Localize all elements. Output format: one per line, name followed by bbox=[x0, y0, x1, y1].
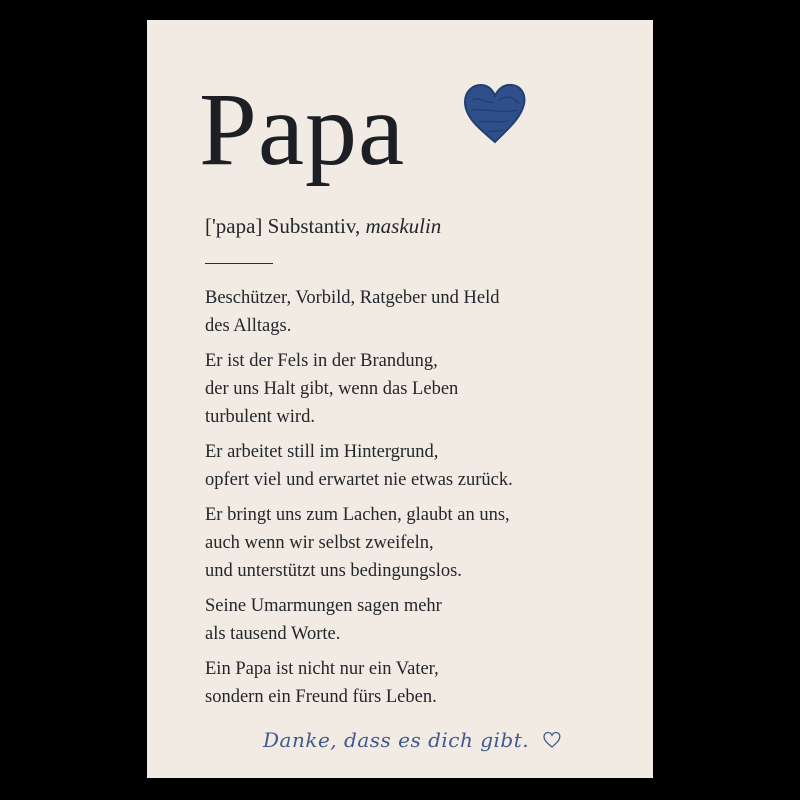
text-line: Er bringt uns zum Lachen, glaubt an uns, bbox=[205, 505, 510, 525]
definition-header bbox=[205, 214, 441, 239]
text-line: Ein Papa ist nicht nur ein Vater, bbox=[205, 659, 439, 679]
text-line: Er arbeitet still im Hintergrund, bbox=[205, 442, 439, 462]
paragraph bbox=[205, 501, 635, 585]
poster-card bbox=[147, 20, 653, 778]
text-line: Seine Umarmungen sagen mehr bbox=[205, 596, 442, 616]
signature bbox=[263, 728, 562, 752]
text-line: auch wenn wir selbst zweifeln, bbox=[205, 533, 434, 553]
text-line: opfert viel und erwartet nie etwas zurück. bbox=[205, 470, 513, 490]
definition-text bbox=[205, 284, 635, 718]
signature-text: Danke, dass es dich gibt. bbox=[263, 728, 530, 752]
text-line: des Alltags. bbox=[205, 316, 292, 336]
page-title: Papa bbox=[199, 72, 406, 187]
phonetic-spelling: ['papa] bbox=[205, 214, 263, 238]
text-line: Er ist der Fels in der Brandung, bbox=[205, 351, 438, 371]
paragraph bbox=[205, 347, 635, 431]
paragraph bbox=[205, 284, 635, 340]
paragraph bbox=[205, 655, 635, 711]
text-line: Beschützer, Vorbild, Ratgeber und Held bbox=[205, 288, 500, 308]
text-line: sondern ein Freund fürs Leben. bbox=[205, 687, 437, 707]
grammatical-gender: maskulin bbox=[365, 214, 442, 238]
word-class: Substantiv, bbox=[267, 214, 361, 238]
paragraph bbox=[205, 438, 635, 494]
text-line: als tausend Worte. bbox=[205, 624, 341, 644]
text-line: turbulent wird. bbox=[205, 407, 315, 427]
paragraph bbox=[205, 592, 635, 648]
heart-icon bbox=[459, 78, 531, 150]
divider bbox=[205, 263, 273, 264]
heart-outline-icon bbox=[542, 730, 562, 750]
text-line: der uns Halt gibt, wenn das Leben bbox=[205, 379, 459, 399]
text-line: und unterstützt uns bedingungslos. bbox=[205, 561, 462, 581]
